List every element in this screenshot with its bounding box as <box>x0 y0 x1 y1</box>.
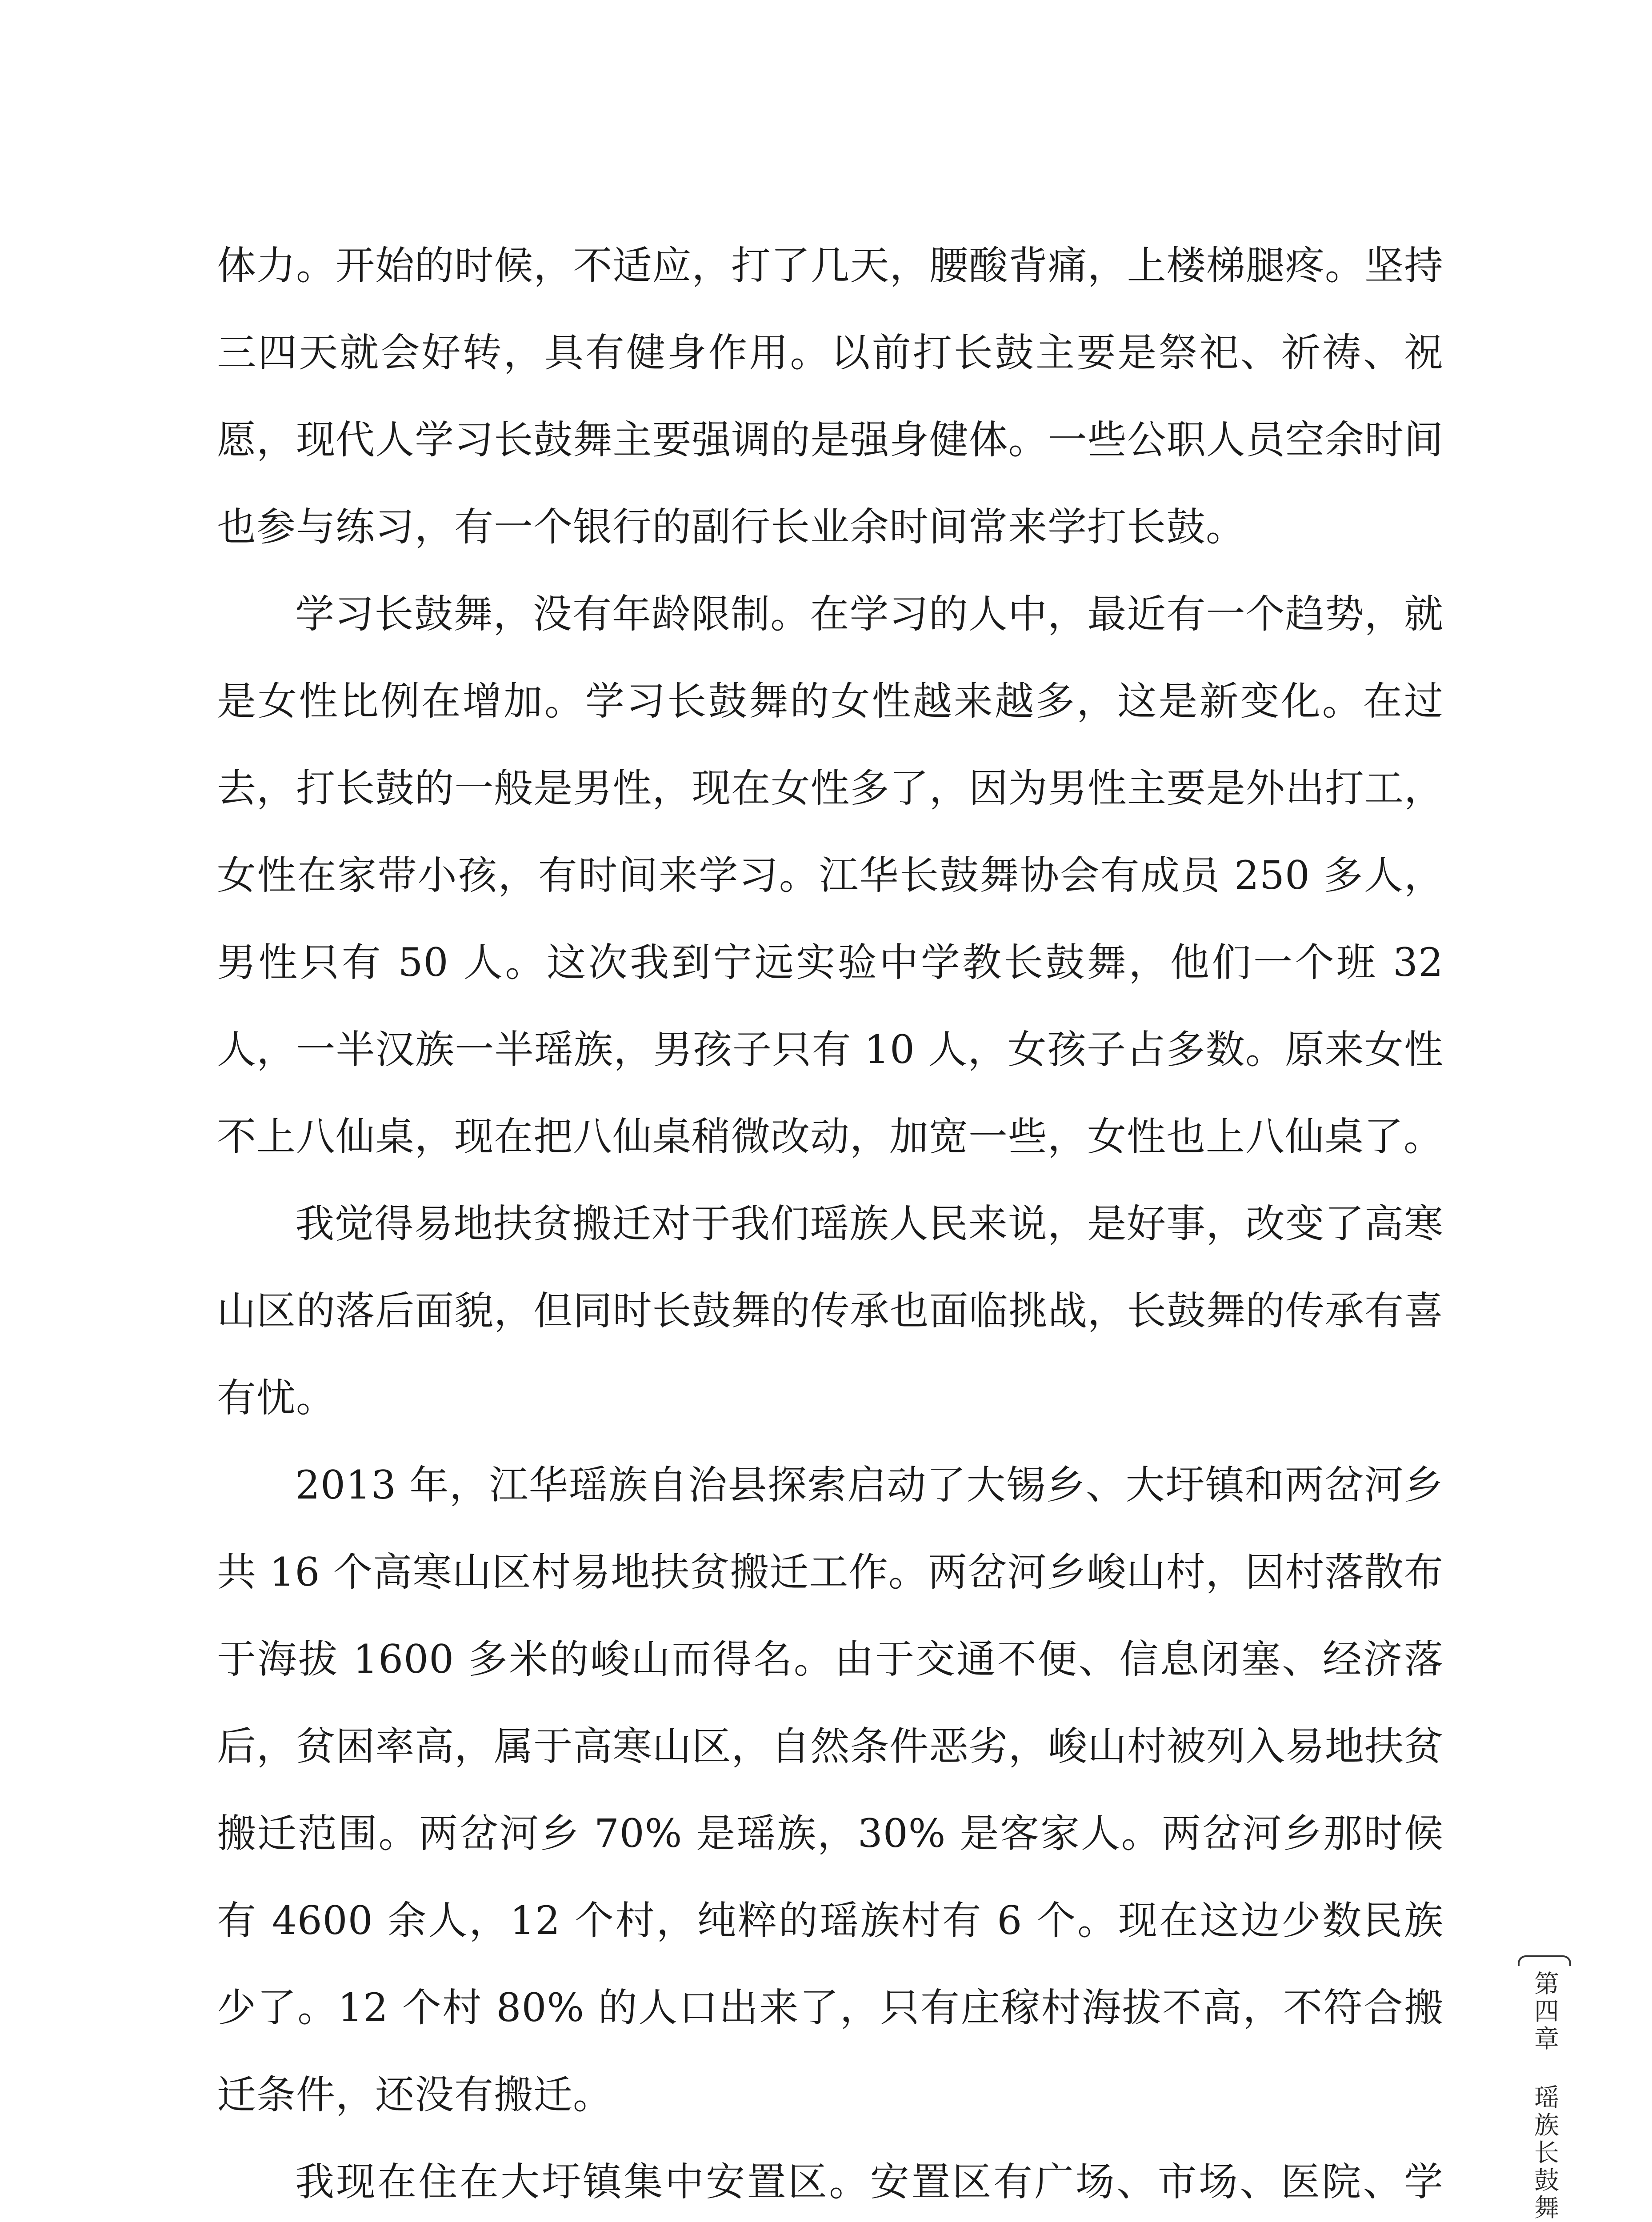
paragraph-continued: 体力。开始的时候，不适应，打了几天，腰酸背痛，上楼梯腿疼。坚持三四天就会好转，具有健身作用。以前打长鼓主要是祭祀、祈祷、祝愿，现代人学习长鼓舞主要强调的是强身健体。一些公职人员空余时间也参与练习，有一个银行的副行长业余时间常来学打长鼓。 <box>217 243 1444 550</box>
paragraph: 学习长鼓舞，没有年龄限制。在学习的人中，最近有一个趋势，就是女性比例在增加。学习长鼓舞的女性越来越多，这是新变化。在过去，打长鼓的一般是男性，现在女性多了，因为男性主要是外出打工，女性在家带小孩，有时间来学习。江华长鼓舞协会有成员 250 多人，男性只有 50 人。这次我到宁远实验中学教长鼓舞，他们一个班 32 人，一半汉族一半瑶族，男孩子只有 10 人，女孩子占多数。原来女性不上八仙桌，现在把八仙桌稍微改动，加宽一些，女性也上八仙桌了。 <box>217 591 1444 1159</box>
paragraph: 我觉得易地扶贫搬迁对于我们瑶族人民来说，是好事，改变了高寒山区的落后面貌，但同时长鼓舞的传承也面临挑战，长鼓舞的传承有喜有忧。 <box>217 1201 1444 1421</box>
chapter-side-tab <box>1509 1955 1580 2222</box>
paragraph: 我现在住在大圩镇集中安置区。安置区有广场、市场、医院、学 <box>295 2159 1444 2205</box>
bracket-top-decoration <box>1518 1955 1571 1966</box>
chapter-title: 瑶族长鼓舞 <box>1530 2084 1559 2222</box>
chapter-label: 第四章 <box>1530 1970 1559 2053</box>
paragraph: 2013 年，江华瑶族自治县探索启动了大锡乡、大圩镇和两岔河乡共 16 个高寒山区村易地扶贫搬迁工作。两岔河乡峻山村，因村落散布于海拔 1600 多米的峻山而得名。由于交通不便、信息闭塞、经济落后，贫困率高，属于高寒山区，自然条件恶劣，峻山村被列入易地扶贫搬迁范围。两岔河乡 70% 是瑶族，30% 是客家人。两岔河乡那时候有 4600 余人，12 个村，纯粹的瑶族村有 6 个。现在这边少数民族少了。12 个村 80% 的人口出来了，只有庄稼村海拔不高，不符合搬迁条件，还没有搬迁。 <box>217 1462 1444 2118</box>
body-text <box>217 222 1444 2222</box>
